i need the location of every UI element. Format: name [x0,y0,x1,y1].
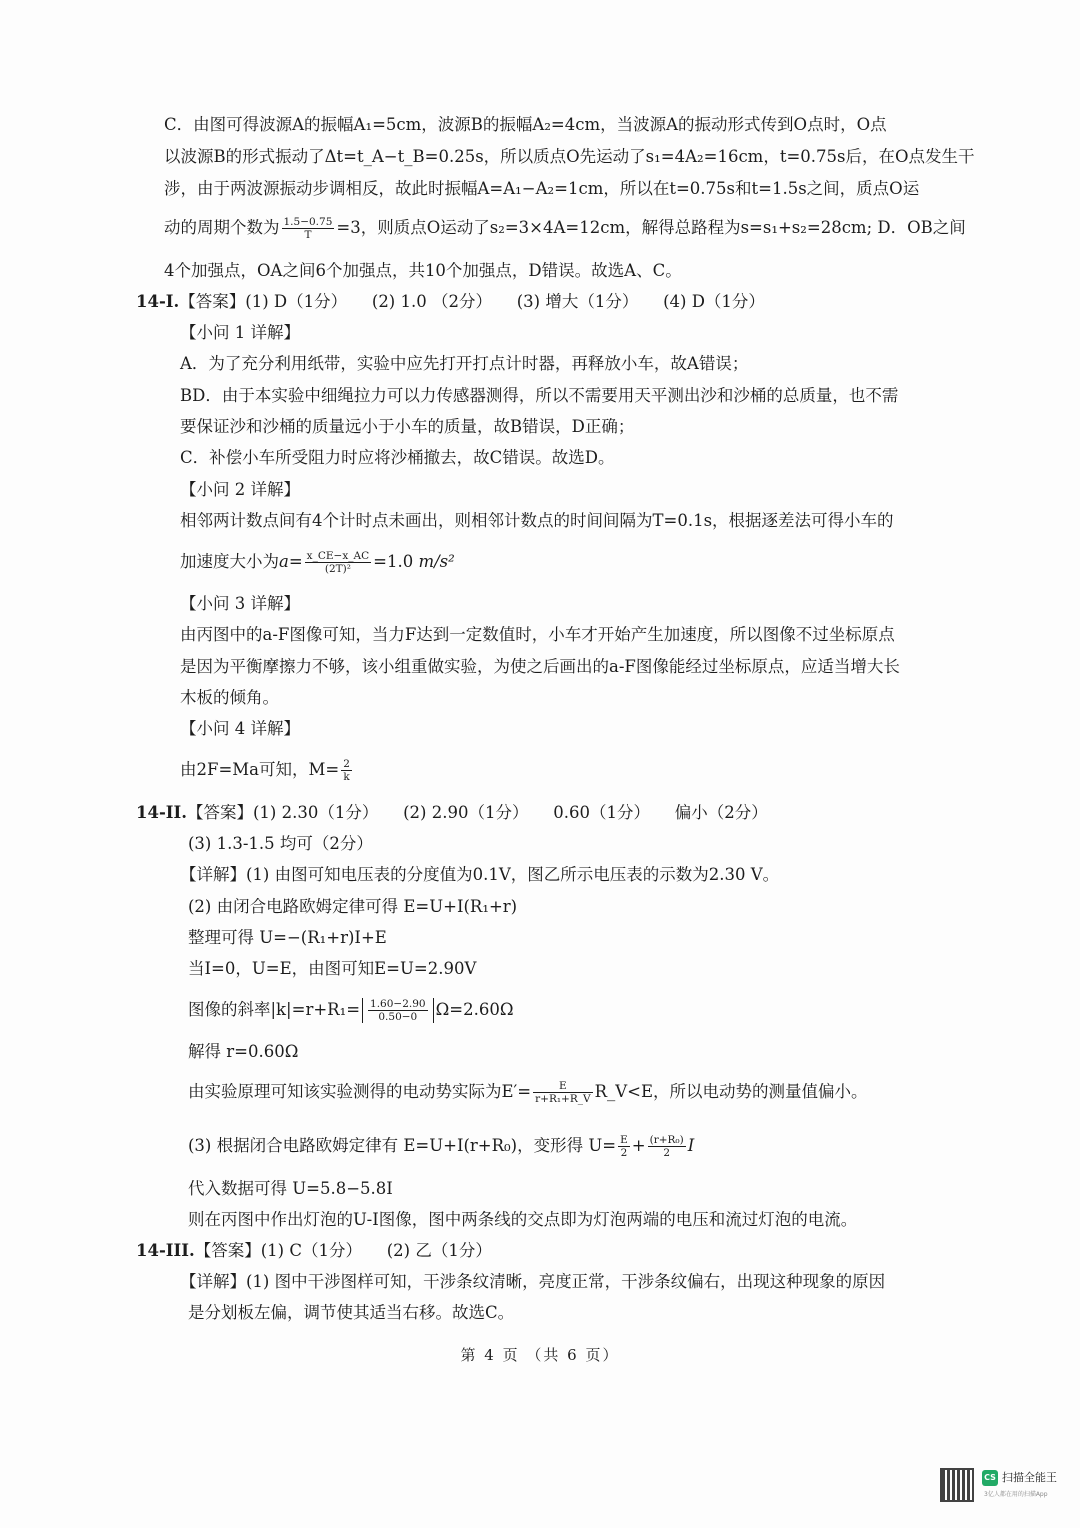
mass-fraction [341,758,352,783]
slope-fraction [368,998,428,1023]
accel-symbol: a= [279,552,303,571]
q14-2-emf-post: R_V<E，所以电动势的测量值偏小。 [594,1082,868,1101]
q14-2-detail-4: 当I=0，U=E，由图可知E=U=2.90V [188,959,477,978]
q14-2-detail-3: 整理可得 U=−(R₁+r)I+E [188,928,387,947]
q13-line-4-post: =3，则质点O运动了s₂=3×4A=12cm，解得总路程为s=s₁+s₂=28cm; D．OB之间 [336,218,966,237]
plus-sign: + [631,1136,646,1155]
q14-2-label: 14-II. [136,803,187,822]
fraction-denominator: 0.50−0 [378,1011,418,1023]
q13-line-2: 以波源B的形式振动了Δt=t_A−t_B=0.25s，所以质点O先运动了s₁=4A₂=16cm，t=0.75s后，在O点发生干 [164,147,975,166]
q14-1-sub2-post: =1.0 [373,552,414,571]
emf-fraction [533,1080,592,1105]
fraction-denominator: r+R₁+R_V [535,1093,591,1105]
q14-2-ohm-post: I [687,1136,695,1155]
qr-code-icon [940,1468,974,1502]
q14-2-detail-1: 【详解】(1) 由图可知电压表的分度值为0.1V，图乙所示电压表的示数为2.30 V。 [180,865,780,884]
q13-line-4 [164,216,966,241]
fraction-numerator: 1.60−2.90 [370,998,426,1010]
fraction-numerator: 1.5−0.75 [283,216,333,228]
fraction-numerator: E [620,1134,628,1146]
fraction-numerator: 2 [343,758,350,770]
fraction-denominator: k [343,771,350,783]
fraction-denominator: T [304,229,312,241]
q14-1-sub1-a: A．为了充分利用纸带，实验中应先打开打点计时器，再释放小车，故A错误； [180,354,749,373]
q14-1-sub3-heading: 【小问 3 详解】 [180,594,300,613]
q14-1-sub2-line-1: 相邻两计数点间有4个计时点未画出，则相邻计数点的时间间隔为T=0.1s，根据逐差法可得小车的 [180,511,894,530]
fraction-denominator: 2 [663,1147,670,1159]
q14-2-answer: 【答案】(1) 2.30（1分） (2) 2.90（1分） 0.60（1分） 偏小（2分） [187,803,768,822]
q14-1-sub1-bd-1: BD．由于本实验中细绳拉力可以力传感器测得，所以不需要用天平测出沙和沙桶的总质量，也不需 [180,386,899,405]
q13-line-1: C．由图可得波源A的振幅A₁=5cm，波源B的振幅A₂=4cm，当波源A的振动形式传到O点时，O点 [164,115,887,134]
q14-1-sub2-line-2 [180,550,455,575]
q14-1-sub3-line-1: 由丙图中的a-F图像可知，当力F达到一定数值时，小车才开始产生加速度，所以图像不过坐标原点 [180,625,895,644]
q14-1-answer-line [136,290,765,314]
q14-2-detail-8 [188,1134,694,1159]
q14-1-sub4-pre: 由2F=Ma可知，M= [180,760,340,779]
q14-1-answer: 【答案】(1) D（1分） (2) 1.0 （2分） (3) 增大（1分） (4) D（1分） [179,292,765,311]
fraction-numerator: E [533,1080,592,1093]
watermark-brand: 扫描全能王 [1002,1471,1057,1484]
q14-2-detail-6: 解得 r=0.60Ω [188,1042,299,1061]
q14-2-emf-pre: 由实验原理可知该实验测得的电动势实际为E′= [188,1082,532,1101]
q13-line-4-pre: 动的周期个数为 [164,218,280,237]
slope-abs-bars [362,998,434,1023]
q14-1-sub1-c: C．补偿小车所受阻力时应将沙桶撤去，故C错误。故选D。 [180,448,615,467]
q14-1-sub3-line-2: 是因为平衡摩擦力不够，该小组重做实验，为使之后画出的a-F图像能经过坐标原点，应适当增大长 [180,657,900,676]
period-fraction [282,216,335,241]
fraction-denominator: (2T)² [324,563,351,575]
q14-1-sub3-line-3: 木板的倾角。 [180,688,279,707]
q14-1-sub2-heading: 【小问 2 详解】 [180,480,300,499]
q14-2-detail-2: (2) 由闭合电路欧姆定律可得 E=U+I(R₁+r) [188,897,518,916]
q14-3-detail-2: 是分划板左偏，调节使其适当右移。故选C。 [188,1303,515,1322]
q14-1-label: 14-I. [136,292,180,311]
q14-1-sub1-heading: 【小问 1 详解】 [180,323,300,342]
q14-1-sub2-pre: 加速度大小为 [180,552,279,571]
accel-fraction [305,550,371,575]
scanner-watermark [940,1466,1070,1506]
ohm-fraction-2 [648,1134,686,1159]
q14-2-detail-7 [188,1080,868,1105]
watermark-subtitle: 3亿人都在用的扫描App [984,1491,1048,1498]
accel-unit: m/s² [418,552,455,571]
q14-2-ohm-pre: (3) 根据闭合电路欧姆定律有 E=U+I(r+R₀)，变形得 U= [188,1136,617,1155]
q14-3-answer: 【答案】(1) C（1分） (2) 乙（1分） [194,1241,492,1260]
fraction-denominator: 2 [620,1147,628,1159]
q14-3-label: 14-III. [136,1241,195,1260]
fraction-numerator: x_CE−x_AC [306,550,370,562]
q14-1-sub1-bd-2: 要保证沙和沙桶的质量远小于小车的质量，故B错误，D正确； [180,417,635,436]
q13-line-5: 4个加强点，OA之间6个加强点，共10个加强点，D错误。故选A、C。 [164,261,682,280]
q14-2-detail-10: 则在丙图中作出灯泡的U-I图像，图中两条线的交点即为灯泡两端的电压和流过灯泡的电流。 [188,1210,858,1229]
q14-1-sub4-heading: 【小问 4 详解】 [180,719,300,738]
fraction-numerator: (r+R₀) [649,1134,684,1146]
q14-2-slope-pre: 图像的斜率|k|=r+R₁= [188,1000,361,1019]
q14-2-answer-3: (3) 1.3-1.5 均可（2分） [188,834,373,853]
camscanner-logo-icon: CS [982,1470,998,1486]
ohm-fraction-1 [618,1134,630,1159]
q14-2-slope-post: Ω=2.60Ω [435,1000,514,1019]
q14-3-answer-line [136,1239,492,1263]
page-footer: 第 4 页 （共 6 页） [460,1346,620,1364]
q14-3-detail-1: 【详解】(1) 图中干涉图样可知，干涉条纹清晰，亮度正常，干涉条纹偏右，出现这种现象的原因 [180,1272,886,1291]
q14-2-detail-9: 代入数据可得 U=5.8−5.8I [188,1179,393,1198]
q14-1-sub4-line [180,758,354,783]
q14-2-answer-line [136,801,768,825]
q14-2-detail-5 [188,998,514,1023]
q13-line-3: 涉，由于两波源振动步调相反，故此时振幅A=A₁−A₂=1cm，所以在t=0.75s和t=1.5s之间，质点O运 [164,179,920,198]
